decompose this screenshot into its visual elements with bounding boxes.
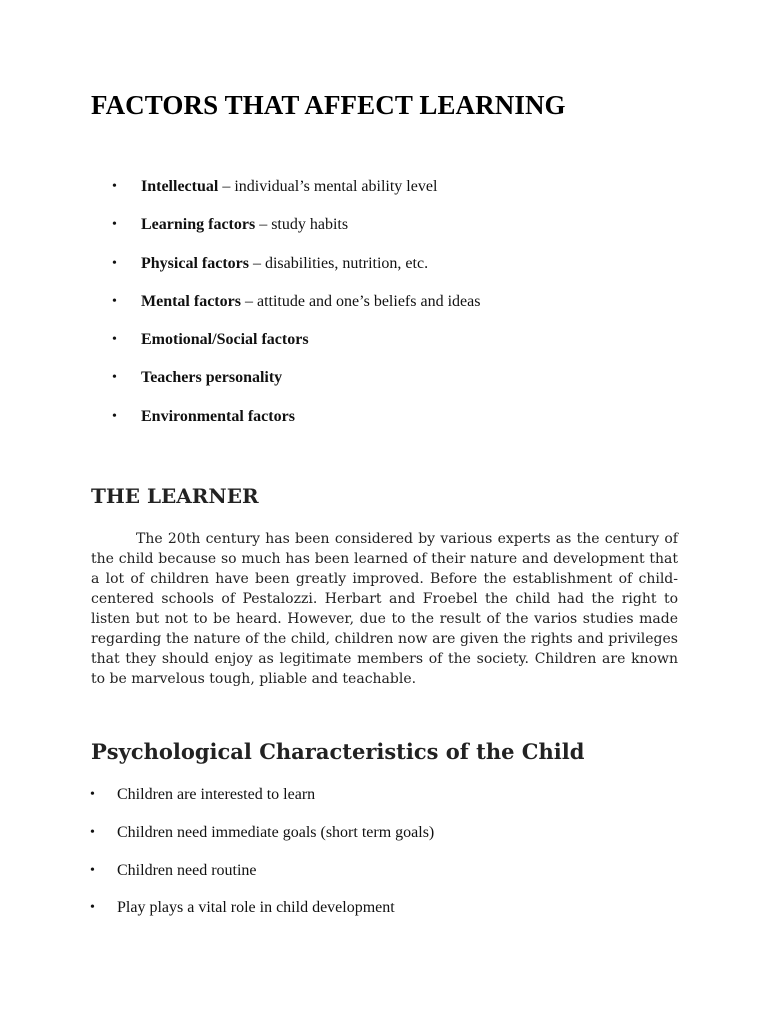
psychological-list <box>90 785 650 936</box>
bullet-icon: • <box>90 787 95 802</box>
bullet-icon: • <box>90 862 95 878</box>
characteristic-text: Children are interested to learn <box>117 786 316 803</box>
bullet-icon: • <box>112 179 117 194</box>
list-item <box>112 292 672 330</box>
characteristic-text: Children need routine <box>117 861 257 879</box>
list-item <box>112 254 672 292</box>
bullet-icon: • <box>112 370 117 386</box>
bullet-icon: • <box>112 332 117 348</box>
list-item <box>112 330 672 368</box>
characteristic-text: Play plays a vital role in child development <box>117 899 395 917</box>
factor-term: Physical factors <box>141 254 249 272</box>
list-item <box>90 823 650 861</box>
learner-paragraph: The 20th century has been considered by various experts as the century of the child because so much has been learned of their nature and development that a lot of children have been greatly improved. Before the establishment of child-centered schools of Pestalozzi. Herbart and Froebel the child had the right to listen but not to be heard. However, due to the result of the varios studies made regarding the nature of the child, children now are given the rights and privileges that they should enjoy as legitimate members of the society. Children are known to be marvelous tough, pliable and teachable. <box>91 531 678 687</box>
characteristic-text: Children need immediate goals (short term goals) <box>117 823 435 841</box>
factor-description: – attitude and one’s beliefs and ideas <box>240 292 481 310</box>
factor-term: Learning factors <box>141 216 256 234</box>
factor-term: Teachers personality <box>141 369 283 387</box>
factor-term: Environmental factors <box>141 407 295 425</box>
bullet-icon: • <box>112 217 117 233</box>
learner-heading: THE LEARNER <box>91 484 259 508</box>
factor-description: – individual’s mental ability level <box>218 178 438 195</box>
list-item <box>112 407 672 445</box>
list-item <box>90 898 650 936</box>
list-item <box>90 861 650 899</box>
factors-list <box>112 177 672 445</box>
bullet-icon: • <box>112 408 117 424</box>
list-item <box>112 177 672 215</box>
list-item <box>112 368 672 406</box>
bullet-icon: • <box>90 900 95 916</box>
factor-term: Intellectual <box>141 178 219 195</box>
factor-description: – study habits <box>255 216 349 234</box>
list-item <box>112 215 672 253</box>
bullet-icon: • <box>90 824 95 840</box>
factor-description: – disabilities, nutrition, etc. <box>248 254 429 272</box>
list-item <box>90 785 650 823</box>
bullet-icon: • <box>112 255 117 271</box>
factor-term: Emotional/Social factors <box>141 331 309 349</box>
page-title: FACTORS THAT AFFECT LEARNING <box>91 90 566 120</box>
bullet-icon: • <box>112 293 117 309</box>
factor-term: Mental factors <box>141 292 241 310</box>
psychological-heading: Psychological Characteristics of the Child <box>91 739 585 764</box>
